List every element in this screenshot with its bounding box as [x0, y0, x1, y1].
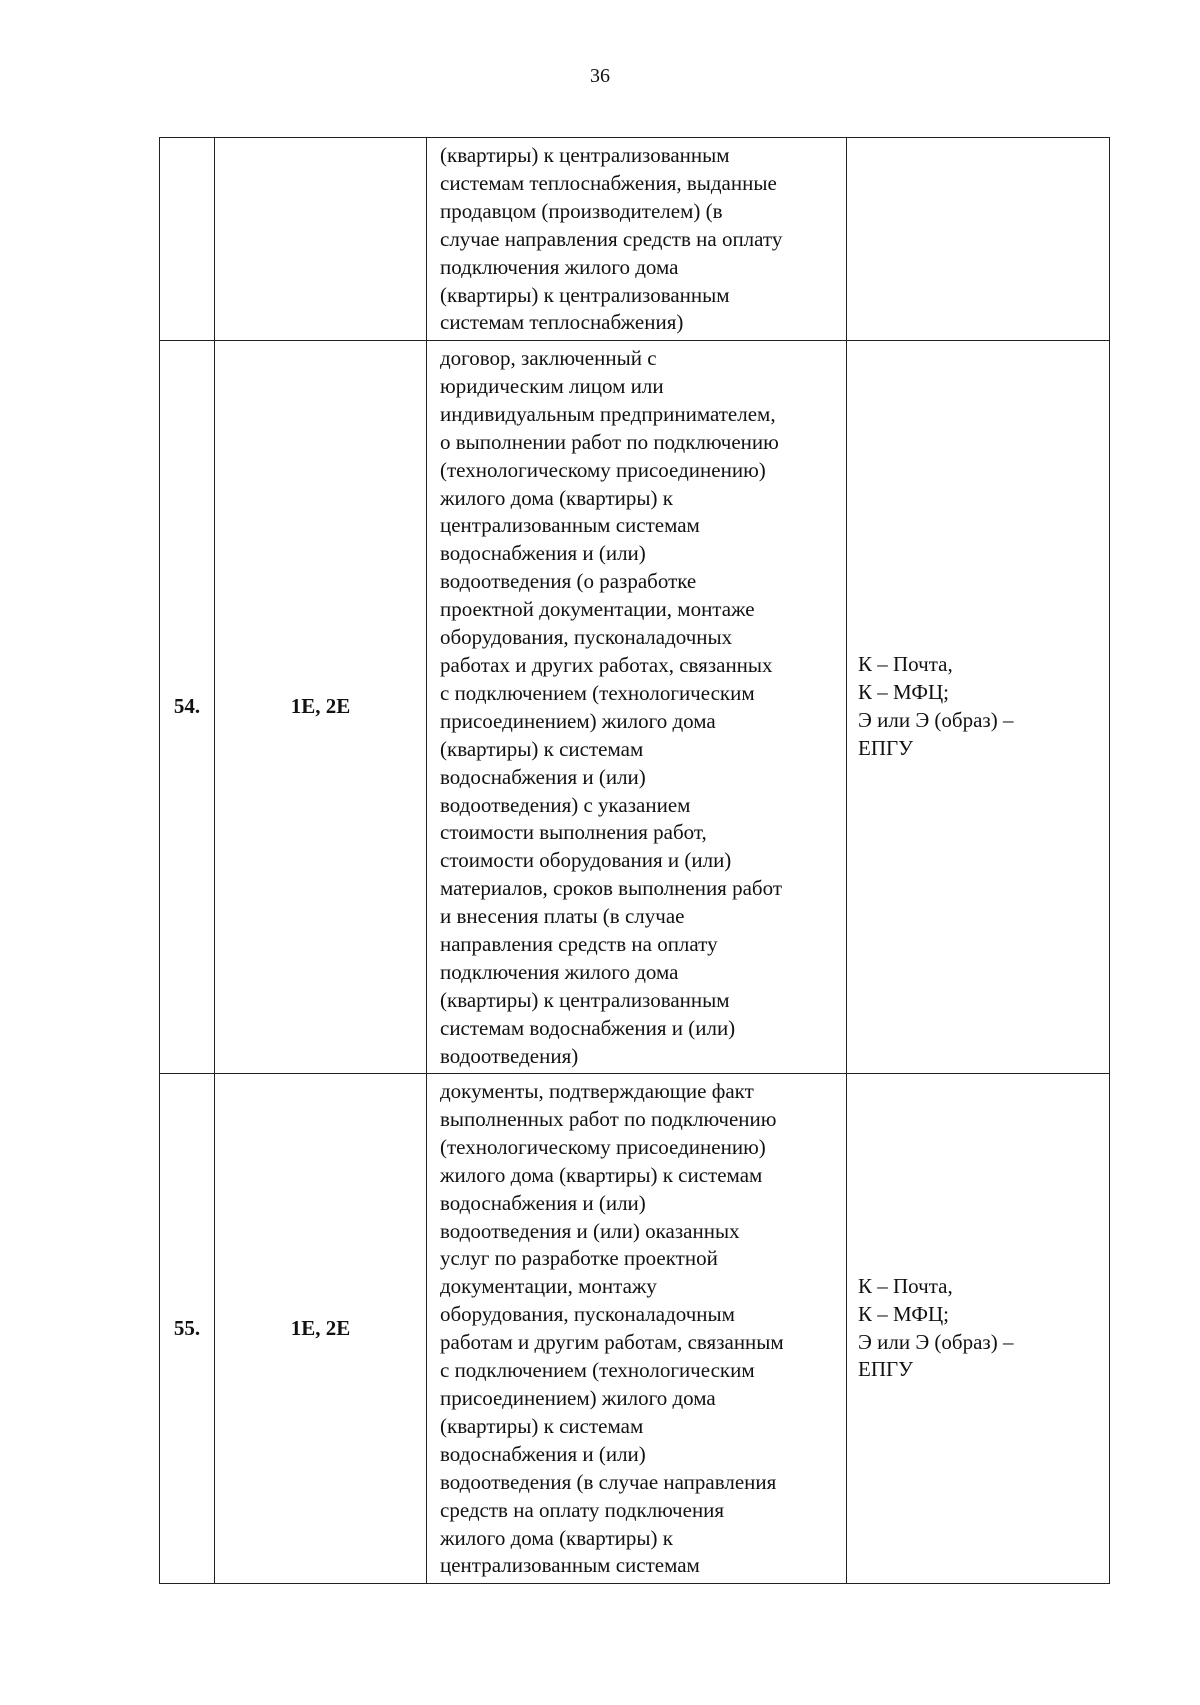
row-number: 55.: [160, 1074, 215, 1584]
table-row: [160, 341, 1110, 1074]
table-row: [160, 138, 1110, 341]
applicant-category-code: 1Е, 2Е: [215, 341, 427, 1074]
row-number: [160, 138, 215, 341]
applicant-category-code: [215, 138, 427, 341]
applicant-category-code: 1Е, 2Е: [215, 1074, 427, 1584]
document-description: документы, подтверждающие факт выполненных работ по подключению (технологическому присоединению) жилого дома (квартиры) к системам водоснабжения и (или) водоотведения и (или) оказанных услуг по разработке проектной документации, монтажу оборудования, пусконаладочным работам и другим работам, связанным с подключением (технологическим присоединением) жилого дома (квартиры) к системам водоснабжения и (или) водоотведения (в случае направления средств на оплату подключения жилого дома (квартиры) к централизованным системам: [427, 1074, 847, 1584]
table-row: [160, 1074, 1110, 1584]
document-description: (квартиры) к централизованным системам теплоснабжения, выданные продавцом (производителем) (в случае направления средств на оплату подключения жилого дома (квартиры) к централизованным системам теплоснабжения): [427, 138, 847, 341]
submission-method: К – Почта, К – МФЦ; Э или Э (образ) – ЕПГУ: [847, 341, 1110, 1074]
page-number: 36: [590, 65, 610, 87]
submission-method: К – Почта, К – МФЦ; Э или Э (образ) – ЕПГУ: [847, 1074, 1110, 1584]
row-number: 54.: [160, 341, 215, 1074]
documents-table: [159, 137, 1110, 1584]
submission-method: [847, 138, 1110, 341]
document-description: договор, заключенный с юридическим лицом или индивидуальным предпринимателем, о выполнении работ по подключению (технологическому присоединению) жилого дома (квартиры) к централизованным системам водоснабжения и (или) водоотведения (о разработке проектной документации, монтаже оборудования, пусконаладочных работах и других работах, связанных с подключением (технологическим присоединением) жилого дома (квартиры) к системам водоснабжения и (или) водоотведения) с указанием стоимости выполнения работ, стоимости оборудования и (или) материалов, сроков выполнения работ и внесения платы (в случае направления средств на оплату подключения жилого дома (квартиры) к централизованным системам водоснабжения и (или) водоотведения): [427, 341, 847, 1074]
